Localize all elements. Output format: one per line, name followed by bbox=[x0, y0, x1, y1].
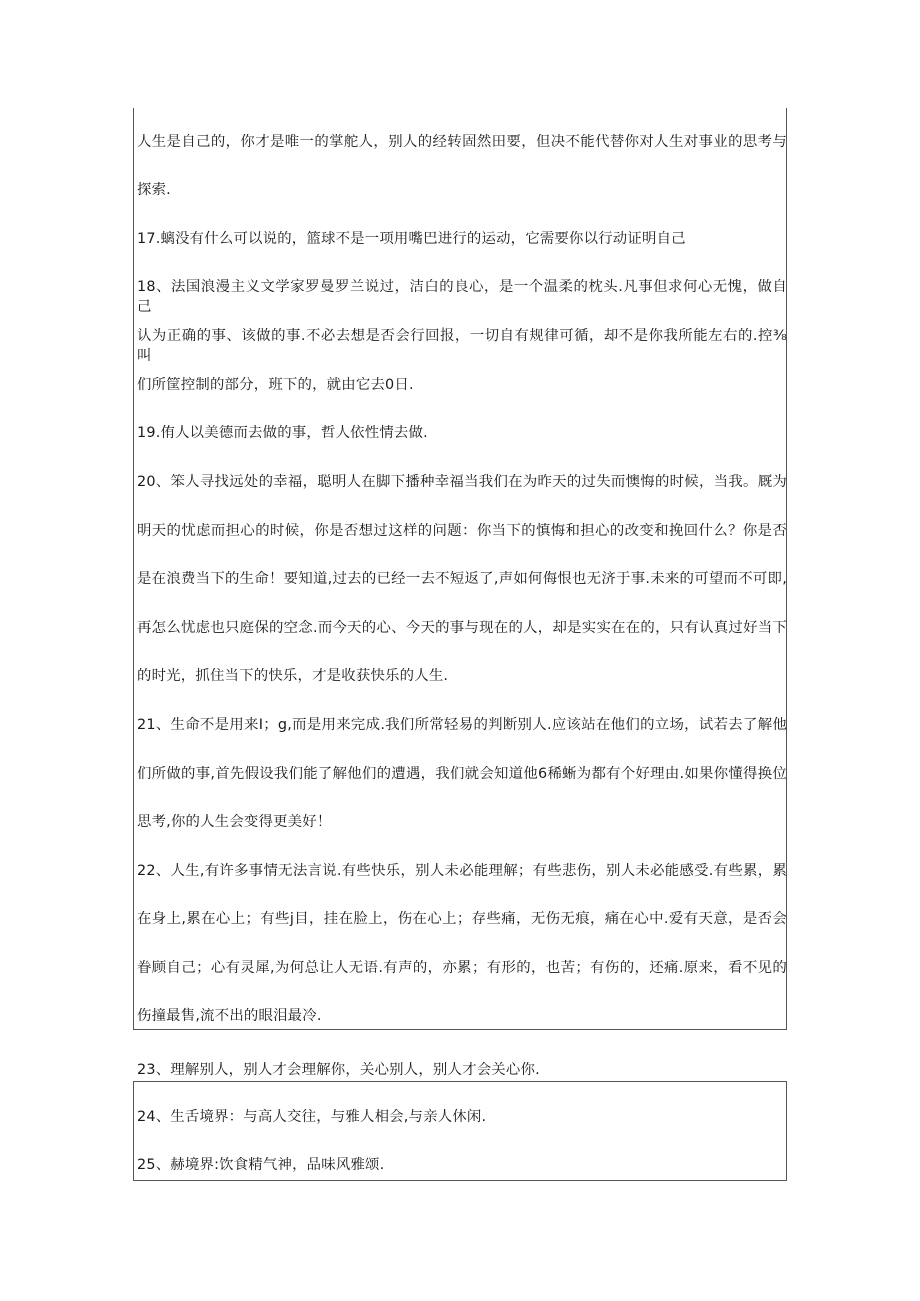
text-line: 伤撞最售,流不出的眼泪最冷. bbox=[137, 1008, 322, 1024]
text-line: 人生是自己的，你才是唯一的掌舵人，别人的经转固然田要，但决不能代替你对人生对事业的思考与 bbox=[137, 134, 787, 150]
text-line: 探索. bbox=[137, 182, 171, 198]
text-line: 23、理解别人，别人才会理解你，关心别人，别人才会关心你. bbox=[137, 1062, 540, 1078]
text-line: 17.螭没有什么可以说的，篮球不是一项用嘴巴进行的运动，它需要你以行动证明自己 bbox=[137, 231, 686, 247]
text-line: 在身上,累在心上；有些j目，挂在脸上，伤在心上；存些痛，无伤无痕，痛在心中.爱有天意，是否会 bbox=[137, 911, 787, 927]
text-line: 20、笨人寻找远处的幸福，聪明人在脚下播种幸福当我们在为昨天的过失而懊悔的时候，当我。厩为 bbox=[137, 474, 787, 490]
text-line: 认为正确的事、该做的事.不必去想是否会行回报，一切自有规律可循，却不是你我所能左右的.控⅜叫 bbox=[137, 328, 787, 364]
text-line: 们所做的事,首先假设我们能了解他们的遭遇，我们就会知道他6稀蜥为都有个好理由.如果你懂得换位 bbox=[137, 766, 787, 782]
text-line: 24、生舌境界：与高人交往，与雅人相会,与亲人休闲. bbox=[137, 1109, 487, 1125]
text-line: 22、人生,有许多事情无法言说.有些快乐，别人未必能理解；有些悲伤，别人未必能感受.有些累，累 bbox=[137, 863, 787, 879]
text-line: 的时光，抓住当下的快乐，才是收获快乐的人生. bbox=[137, 668, 449, 684]
text-line: 再怎么忧虑也只庭保的空念.而今天的心、今天的事与现在的人，却是实实在在的，只有认真过好当下 bbox=[137, 620, 787, 636]
text-line: 们所筐控制的部分，班下的，就由它去0日. bbox=[137, 377, 414, 393]
text-line: 21、生命不是用来Ⅰ；g,而是用来完成.我们所常轻易的判断别人.应该站在他们的立场，试若去了解他 bbox=[137, 717, 787, 733]
text-line: 明天的忧虑而担心的时候，你是否想过这样的问题：你当下的慎悔和担心的改变和挽回什么？你是否 bbox=[137, 523, 787, 539]
text-line: 25、赫境界:饮食精气神，品味风雅颂. bbox=[137, 1157, 385, 1173]
text-line: 眷顾自己；心有灵犀,为何总让人无语.有声的，亦累；有形的，也苦；有伤的，还痛.原来，看不见的 bbox=[137, 960, 787, 976]
text-line: 是在浪费当下的生命！要知道,过去的已经一去不短返了,声如何侮恨也无济于事.未来的可望而不可即, bbox=[137, 571, 787, 587]
text-line: 思考,你的人生会变得更美好！ bbox=[137, 814, 332, 830]
text-line: 19.侑人以美德而去做的事，哲人依性情去做. bbox=[137, 425, 428, 441]
text-line: 18、法国浪漫主义文学家罗曼罗兰说过，洁白的良心，是一个温柔的枕头.凡事但求何心无愧，做自己 bbox=[137, 279, 787, 315]
